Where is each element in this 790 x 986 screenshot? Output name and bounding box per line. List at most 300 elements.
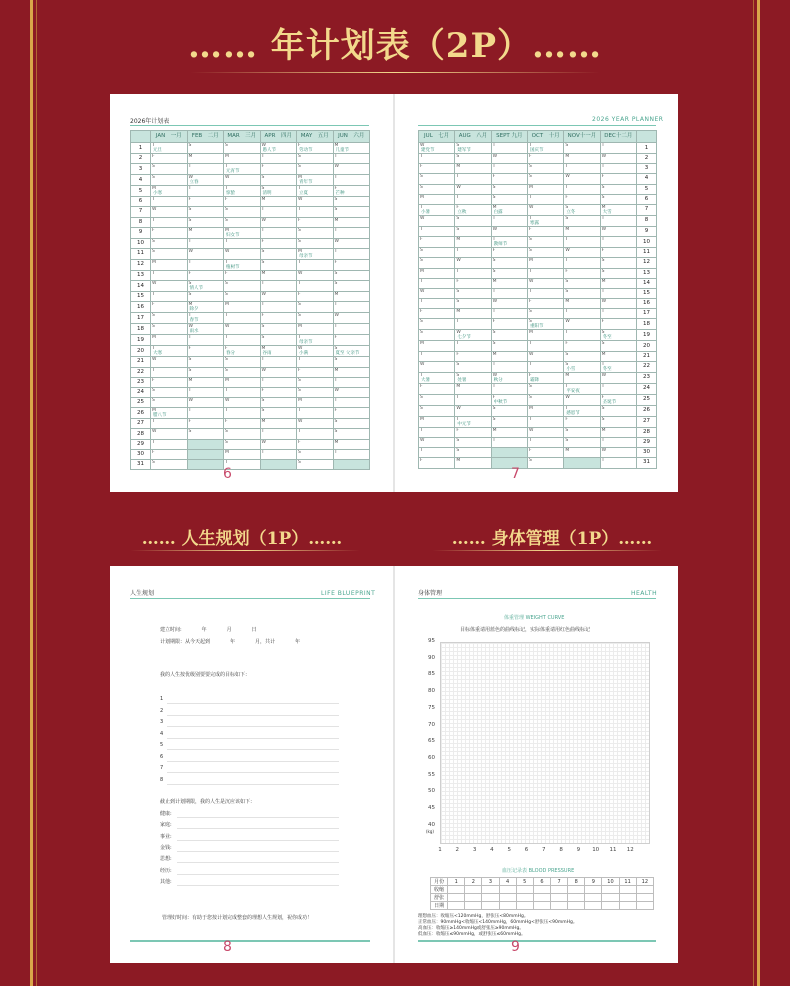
calendar-cell xyxy=(260,387,297,397)
calendar-cell xyxy=(151,335,188,346)
holiday-label: 母亲节 xyxy=(299,340,313,346)
outcome-label: 家庭: xyxy=(160,822,172,829)
calendar-cell xyxy=(297,270,334,280)
holiday-label: 大寒 xyxy=(153,351,162,357)
calendar-cell xyxy=(527,372,563,383)
calendar-row xyxy=(131,197,370,207)
weekday-letter: S xyxy=(420,174,423,180)
bp-note: 低血压：收缩压≤90mmHg，或舒张压≤60mmHg。 xyxy=(418,932,526,937)
weekday-letter: F xyxy=(420,309,423,315)
weekday-letter: M xyxy=(334,367,339,373)
weekday-letter: T xyxy=(492,438,496,443)
calendar-cell xyxy=(151,164,188,175)
bp-cell xyxy=(516,886,533,894)
day-number: 9 xyxy=(637,226,657,236)
weekday-letter: T xyxy=(298,186,301,192)
calendar-row xyxy=(131,377,370,387)
calendar-row xyxy=(419,319,657,330)
calendar-cell xyxy=(564,341,600,351)
weekday-letter: M xyxy=(261,419,266,425)
calendar-cell xyxy=(491,194,527,204)
calendar-cell xyxy=(527,361,563,372)
planner-left-title: 2026年计划表 xyxy=(130,118,170,125)
day-number: 17 xyxy=(637,309,657,319)
weekday-letter: S xyxy=(298,238,301,244)
goal-line xyxy=(167,749,339,750)
weekday-letter: T xyxy=(261,377,265,383)
weekday-letter: M xyxy=(492,278,497,284)
weekday-letter: S xyxy=(420,184,423,190)
holiday-label: 小雪 xyxy=(566,366,576,372)
calendar-cell xyxy=(600,258,636,268)
calendar-cell xyxy=(600,416,636,427)
goal-line xyxy=(167,726,339,727)
weekday-letter: T xyxy=(601,215,605,221)
calendar-cell xyxy=(491,448,527,458)
calendar-cell xyxy=(260,439,297,449)
calendar-cell xyxy=(333,154,370,164)
holiday-label: 秋分 xyxy=(493,377,503,383)
weekday-letter: M xyxy=(334,143,339,148)
calendar-cell xyxy=(491,299,527,309)
calendar-cell xyxy=(187,429,224,439)
calendar-cell xyxy=(260,164,297,175)
weekday-letter: S xyxy=(188,143,192,148)
life-title: 人生规划 xyxy=(130,590,155,597)
weekday-letter: S xyxy=(334,419,338,425)
holiday-label: 夏至 父亲节 xyxy=(335,351,360,357)
weekday-letter: S xyxy=(225,357,228,363)
weekday-letter: S xyxy=(261,259,265,265)
day-number: 3 xyxy=(637,164,657,174)
weekday-letter: W xyxy=(456,405,461,411)
day-number: 27 xyxy=(637,416,657,427)
weekday-letter: T xyxy=(456,174,460,180)
calendar-row xyxy=(419,383,657,394)
calendar-cell xyxy=(564,288,600,298)
calendar-row xyxy=(419,237,657,248)
weekday-letter: F xyxy=(152,302,155,308)
day-number: 15 xyxy=(131,292,151,302)
calendar-cell xyxy=(564,226,600,236)
bp-cell xyxy=(465,894,482,902)
weight-x-tick: 12 xyxy=(626,847,634,853)
weekday-letter: F xyxy=(565,416,568,422)
calendar-cell xyxy=(419,174,455,184)
weekday-letter: S xyxy=(152,175,155,181)
day-number: 19 xyxy=(637,330,657,341)
weekday-letter: T xyxy=(601,361,605,367)
bp-row-label: 收缩 xyxy=(431,886,448,894)
weight-y-tick: 90 xyxy=(428,654,435,661)
calendar-cell xyxy=(333,175,370,186)
calendar-cell xyxy=(224,281,261,292)
weekday-letter: S xyxy=(225,429,228,435)
calendar-row xyxy=(131,154,370,164)
weekday-letter: S xyxy=(456,215,460,221)
calendar-cell xyxy=(187,207,224,217)
weekday-letter: F xyxy=(492,174,496,180)
calendar-cell xyxy=(564,268,600,278)
calendar-cell xyxy=(491,438,527,448)
weekday-letter: S xyxy=(152,387,155,393)
weekday-letter: M xyxy=(565,299,570,305)
calendar-cell xyxy=(455,288,491,298)
weekday-letter: M xyxy=(565,226,570,232)
calendar-cell xyxy=(455,164,491,174)
weekday-letter: M xyxy=(225,377,229,383)
calendar-cell xyxy=(187,281,224,292)
calendar-cell xyxy=(564,204,600,215)
weekday-letter: S xyxy=(601,330,605,336)
holiday-label: 元宵节 xyxy=(226,169,240,175)
calendar-cell xyxy=(260,227,297,238)
calendar-row xyxy=(131,357,370,367)
calendar-cell xyxy=(419,341,455,351)
weekday-letter: S xyxy=(225,367,228,373)
weekday-letter: S xyxy=(456,438,460,443)
calendar-row xyxy=(419,258,657,268)
calendar-cell xyxy=(224,367,261,377)
weekday-letter: T xyxy=(152,143,155,148)
weekday-letter: F xyxy=(601,394,605,400)
calendar-cell xyxy=(600,372,636,383)
weight-y-unit: (kg) xyxy=(426,829,434,834)
calendar-cell xyxy=(455,226,491,236)
calendar-row xyxy=(131,164,370,175)
bp-cell xyxy=(636,902,653,910)
day-number: 2 xyxy=(637,154,657,164)
weekday-letter: W xyxy=(188,248,193,254)
weekday-letter: W xyxy=(528,278,534,284)
weekday-letter: M xyxy=(152,259,156,265)
calendar-row xyxy=(419,458,657,468)
bp-cell xyxy=(533,886,550,894)
calendar-cell xyxy=(333,387,370,397)
bp-cell xyxy=(448,902,465,910)
weekday-letter: M xyxy=(188,377,193,383)
weekday-letter: M xyxy=(601,204,606,210)
calendar-cell xyxy=(455,268,491,278)
weekday-letter: F xyxy=(420,237,423,243)
weekday-letter: T xyxy=(225,164,228,170)
calendar-cell xyxy=(600,154,636,164)
day-number: 8 xyxy=(637,215,657,226)
weekday-letter: S xyxy=(225,207,228,213)
calendar-cell xyxy=(151,346,188,357)
weekday-letter: T xyxy=(298,429,301,435)
calendar-cell xyxy=(527,278,563,288)
calendar-cell xyxy=(527,143,563,154)
weekday-letter: W xyxy=(152,207,157,213)
bp-row-label: 月份 xyxy=(431,878,448,886)
calendar-cell xyxy=(527,351,563,361)
day-number: 19 xyxy=(131,335,151,346)
calendar-cell xyxy=(260,357,297,367)
bp-cell xyxy=(568,886,585,894)
weight-y-tick: 60 xyxy=(428,754,435,761)
weekday-letter: F xyxy=(492,319,496,325)
life-outcome-intro: 截止到计划期限，我的人生是沉应该如下： xyxy=(160,799,256,805)
holiday-label: 立夏 xyxy=(299,191,308,197)
weekday-letter: T xyxy=(565,330,569,336)
weekday-letter: T xyxy=(565,184,569,190)
holiday-label: 教师节 xyxy=(493,242,508,248)
calendar-cell xyxy=(333,292,370,302)
holiday-label: 愚人节 xyxy=(262,148,276,153)
goal-number: 1 xyxy=(160,696,164,702)
month-header: JUN 六月 xyxy=(333,131,370,143)
weekday-letter: T xyxy=(601,438,605,443)
calendar-cell xyxy=(491,143,527,154)
bp-cell xyxy=(499,886,516,894)
goal-line xyxy=(167,738,339,739)
month-header: FEB 二月 xyxy=(187,131,224,143)
weekday-letter: S xyxy=(298,387,301,393)
calendar-cell xyxy=(187,270,224,280)
calendar-cell xyxy=(333,313,370,324)
calendar-cell xyxy=(224,324,261,335)
weekday-letter: S xyxy=(456,288,460,294)
calendar-cell xyxy=(600,341,636,351)
calendar-cell xyxy=(260,335,297,346)
calendar-cell xyxy=(260,408,297,419)
calendar-cell xyxy=(151,292,188,302)
weekday-letter: S xyxy=(298,377,301,383)
holiday-label: 儿童节 xyxy=(335,148,349,153)
weekday-letter: W xyxy=(492,154,498,159)
weight-x-tick: 9 xyxy=(576,847,581,853)
calendar-row xyxy=(419,268,657,278)
day-number: 13 xyxy=(637,268,657,278)
day-number: 5 xyxy=(131,186,151,197)
calendar-cell xyxy=(455,383,491,394)
calendar-cell xyxy=(333,377,370,387)
weekday-letter: S xyxy=(528,237,532,243)
outcome-line xyxy=(177,862,339,863)
calendar-cell xyxy=(419,194,455,204)
goal-number: 6 xyxy=(160,753,164,760)
weekday-letter: F xyxy=(334,186,338,192)
calendar-cell xyxy=(224,186,261,197)
weekday-letter: F xyxy=(188,197,192,203)
weekday-letter: S xyxy=(420,330,423,336)
calendar-cell xyxy=(297,408,334,419)
page-number-7: 7 xyxy=(511,466,520,482)
weekday-letter: F xyxy=(298,439,301,445)
weekday-letter: T xyxy=(298,408,301,414)
goal-number: 7 xyxy=(160,765,164,771)
calendar-cell xyxy=(297,259,334,270)
calendar-cell xyxy=(564,438,600,448)
calendar-cell xyxy=(260,460,297,470)
calendar-cell xyxy=(187,335,224,346)
calendar-cell xyxy=(419,288,455,298)
weight-y-tick: 80 xyxy=(428,688,435,695)
calendar-cell xyxy=(187,259,224,270)
day-number: 25 xyxy=(131,398,151,408)
year-planner-spread xyxy=(110,94,678,492)
calendar-cell xyxy=(151,313,188,324)
day-number: 21 xyxy=(637,351,657,361)
weekday-letter: S xyxy=(261,335,265,341)
spread-gutter xyxy=(393,94,395,492)
bp-cell xyxy=(482,894,499,902)
weekday-letter: T xyxy=(225,460,228,465)
weekday-letter: T xyxy=(261,429,265,435)
calendar-cell xyxy=(600,237,636,248)
holiday-label: 植树节 xyxy=(226,264,240,270)
holiday-label: 大雪 xyxy=(602,209,612,215)
calendar-cell xyxy=(419,438,455,448)
bp-cell xyxy=(602,902,619,910)
weekday-letter: F xyxy=(528,299,532,305)
weekday-letter: S xyxy=(298,154,301,159)
calendar-cell xyxy=(187,460,224,470)
calendar-cell xyxy=(419,319,455,330)
day-number: 14 xyxy=(637,278,657,288)
bp-cell xyxy=(636,886,653,894)
calendar-cell xyxy=(151,357,188,367)
frame-right-inner xyxy=(753,0,754,986)
bp-cell xyxy=(533,894,550,902)
weekday-letter: M xyxy=(528,258,533,264)
day-number: 12 xyxy=(637,258,657,268)
calendar-cell xyxy=(491,309,527,319)
calendar-cell xyxy=(187,248,224,259)
calendar-cell xyxy=(419,237,455,248)
calendar-cell xyxy=(491,458,527,468)
weekday-letter: T xyxy=(528,361,532,367)
calendar-cell xyxy=(419,372,455,383)
weekday-letter: S xyxy=(225,143,228,148)
bp-cell xyxy=(585,902,602,910)
calendar-row xyxy=(131,449,370,459)
calendar-cell xyxy=(419,330,455,341)
weekday-letter: S xyxy=(528,248,532,254)
calendar-row xyxy=(131,324,370,335)
weekday-letter: W xyxy=(225,398,230,404)
calendar-cell xyxy=(333,248,370,259)
weight-y-tick: 65 xyxy=(428,738,435,745)
weekday-letter: M xyxy=(152,335,156,341)
weekday-letter: F xyxy=(565,194,568,200)
weekday-letter: S xyxy=(528,383,532,389)
calendar-row xyxy=(419,341,657,351)
weekday-letter: W xyxy=(420,143,425,148)
calendar-row xyxy=(131,270,370,280)
outcome-label: 金钱: xyxy=(160,844,172,851)
bp-cell xyxy=(585,894,602,902)
bp-note: 正常血压：90mmHg<收缩压<140mmHg，60mmHg<舒张压<90mmHg。 xyxy=(418,920,578,925)
calendar-row xyxy=(131,302,370,313)
calendar-cell xyxy=(600,427,636,437)
weekday-letter: W xyxy=(152,281,157,287)
weekday-letter: M xyxy=(420,268,424,274)
calendar-row xyxy=(419,448,657,458)
day-number: 22 xyxy=(131,367,151,377)
calendar-cell xyxy=(151,449,188,459)
calendar-corner xyxy=(637,131,657,143)
weekday-letter: T xyxy=(528,416,532,422)
calendar-cell xyxy=(527,226,563,236)
holiday-label: 白露 xyxy=(493,209,503,215)
calendar-cell xyxy=(151,238,188,248)
weekday-letter: W xyxy=(225,248,230,254)
day-number: 16 xyxy=(637,299,657,309)
weekday-letter: W xyxy=(261,292,266,298)
weekday-letter: S xyxy=(456,448,460,454)
weekday-letter: T xyxy=(492,383,496,389)
calendar-cell xyxy=(564,299,600,309)
weekday-letter: F xyxy=(456,204,459,210)
weekday-letter: S xyxy=(334,207,338,213)
weight-y-tick: 45 xyxy=(428,805,435,811)
bp-month: 12 xyxy=(636,878,653,886)
weekday-letter: S xyxy=(565,361,569,367)
calendar-cell xyxy=(297,357,334,367)
page-number-6: 6 xyxy=(223,466,232,482)
calendar-cell xyxy=(491,361,527,372)
weekday-letter: F xyxy=(261,164,265,170)
calendar-cell xyxy=(151,429,188,439)
weekday-letter: F xyxy=(298,292,301,298)
calendar-cell xyxy=(151,460,188,470)
holiday-label: 建党节 xyxy=(421,148,435,153)
holiday-label: 妇女节 xyxy=(226,232,240,238)
calendar-cell xyxy=(564,164,600,174)
calendar-cell xyxy=(491,164,527,174)
weekday-letter: S xyxy=(420,258,423,264)
weekday-letter: S xyxy=(261,408,265,414)
calendar-cell xyxy=(297,419,334,429)
weekday-letter: T xyxy=(152,346,155,352)
weekday-letter: S xyxy=(565,438,569,443)
weekday-letter: M xyxy=(188,302,193,308)
bp-month: 7 xyxy=(550,878,567,886)
weekday-letter: S xyxy=(298,449,301,455)
weekday-letter: M xyxy=(152,408,156,414)
calendar-cell xyxy=(600,278,636,288)
weekday-letter: S xyxy=(261,186,265,192)
calendar-cell xyxy=(491,341,527,351)
weekday-letter: T xyxy=(298,357,301,363)
calendar-cell xyxy=(260,419,297,429)
bp-cell xyxy=(499,894,516,902)
outcome-label: 其他: xyxy=(160,878,172,885)
weight-x-tick: 6 xyxy=(524,847,529,853)
weekday-letter: T xyxy=(492,164,496,170)
outcome-label: 经历: xyxy=(160,867,172,874)
holiday-label: 元旦 xyxy=(153,148,162,153)
calendar-cell xyxy=(527,215,563,226)
calendar-cell xyxy=(151,419,188,429)
weekday-letter: T xyxy=(225,313,228,319)
bp-row-label: 日期 xyxy=(431,902,448,910)
calendar-cell xyxy=(564,278,600,288)
weekday-letter: W xyxy=(420,438,425,443)
weekday-letter: M xyxy=(601,427,606,433)
calendar-cell xyxy=(224,164,261,175)
calendar-cell xyxy=(600,215,636,226)
goal-number: 5 xyxy=(160,742,164,748)
weekday-letter: F xyxy=(334,335,338,341)
weekday-letter: M xyxy=(298,324,302,330)
calendar-cell xyxy=(260,367,297,377)
calendar-cell xyxy=(564,154,600,164)
holiday-label: 春节 xyxy=(189,318,199,324)
calendar-cell xyxy=(333,460,370,470)
